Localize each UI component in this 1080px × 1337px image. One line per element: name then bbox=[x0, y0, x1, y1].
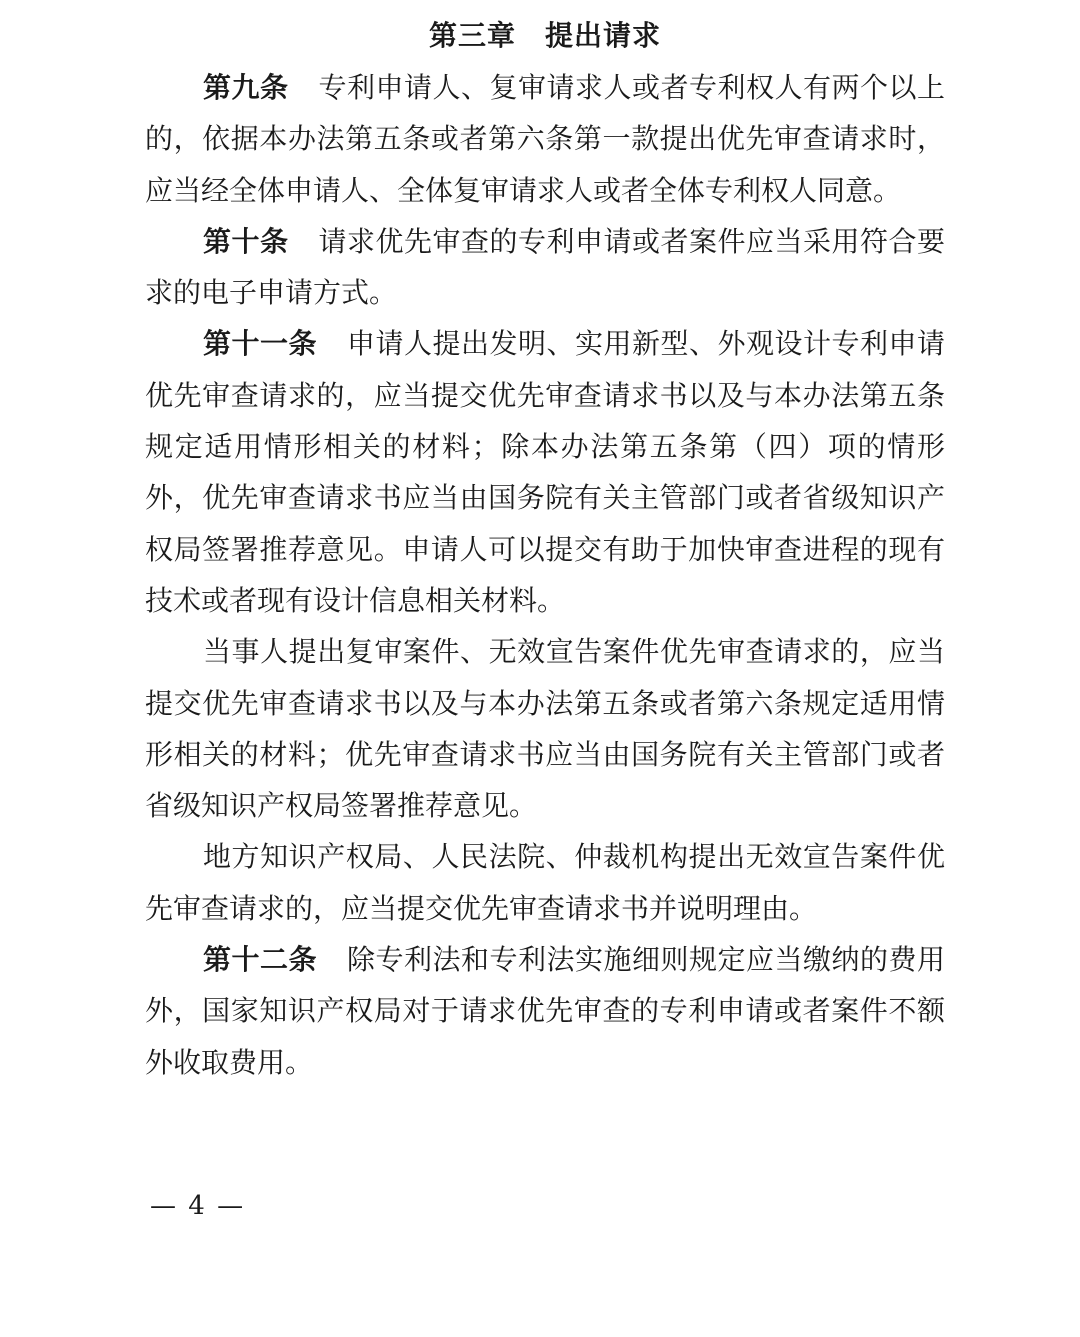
paragraph-text: 当事人提出复审案件、无效宣告案件优先审查请求的，应当提交优先审查请求书以及与本办法第五条或者第六条规定适用情形相关的材料；优先审查请求书应当由国务院有关主管部门或者省级知识产权局签署推荐意见。 bbox=[145, 635, 945, 823]
chapter-title: 第三章 提出请求 bbox=[428, 19, 661, 52]
article-text: 请求优先审查的专利申请或者案件应当采用符合要求的电子申请方式。 bbox=[145, 224, 945, 310]
article-heading: 第十条 bbox=[203, 224, 289, 258]
page-number: — 4 — bbox=[150, 1191, 246, 1221]
article-12 bbox=[145, 934, 945, 1088]
article-11 bbox=[145, 318, 945, 626]
article-heading: 第十一条 bbox=[203, 327, 317, 361]
article-11-paragraph-3 bbox=[145, 831, 945, 934]
paragraph-text: 地方知识产权局、人民法院、仲裁机构提出无效宣告案件优先审查请求的，应当提交优先审查请求书并说明理由。 bbox=[145, 840, 945, 925]
article-9 bbox=[145, 62, 945, 216]
article-text: 除专利法和专利法实施细则规定应当缴纳的费用外，国家知识产权局对于请求优先审查的专利申请或者案件不额外收取费用。 bbox=[145, 943, 945, 1079]
article-11-paragraph-2 bbox=[145, 626, 945, 831]
article-heading: 第十二条 bbox=[203, 943, 317, 977]
article-10 bbox=[145, 216, 945, 319]
article-heading: 第九条 bbox=[203, 71, 289, 104]
document-body bbox=[145, 62, 945, 1088]
article-text: 专利申请人、复审请求人或者专利权人有两个以上的，依据本办法第五条或者第六条第一款提出优先审查请求时，应当经全体申请人、全体复审请求人或者全体专利权人同意。 bbox=[145, 71, 945, 207]
article-text: 申请人提出发明、实用新型、外观设计专利申请优先审查请求的，应当提交优先审查请求书以及与本办法第五条规定适用情形相关的材料；除本办法第五条第（四）项的情形外，优先审查请求书应当由国务院有关主管部门或者省级知识产权局签署推荐意见。申请人可以提交有助于加快审查进程的现有技术或者现有设计信息相关材料。 bbox=[145, 327, 945, 617]
